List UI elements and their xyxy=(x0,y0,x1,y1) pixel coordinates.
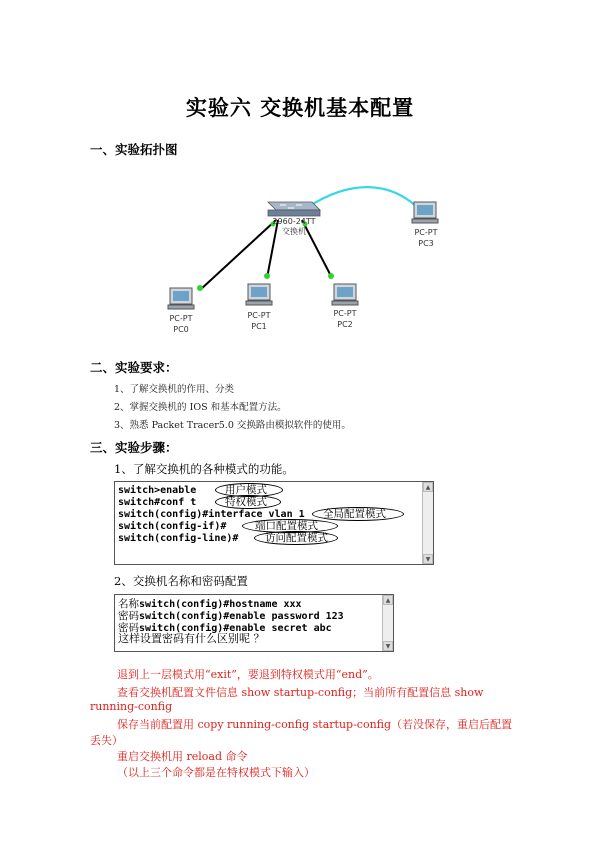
scroll-up-icon[interactable]: ▲ xyxy=(423,482,433,492)
line-cmd: switch(config)#enable secret abc xyxy=(139,623,332,634)
terminal-password xyxy=(114,594,394,652)
section-requirements-heading: 二、实验要求： xyxy=(90,360,178,375)
port-light xyxy=(328,273,334,279)
note-line: 重启交换机用 reload 命令 xyxy=(117,750,248,763)
link-switch-pc2 xyxy=(302,220,332,278)
pc2-type-label: PC-PT xyxy=(333,309,357,318)
note-oval xyxy=(312,507,404,521)
terminal-scrollbar[interactable] xyxy=(382,595,393,651)
terminal-note: 用户模式 xyxy=(225,484,267,496)
switch-type-label: 2960-24TT xyxy=(272,217,316,226)
note-line: 退到上一层模式用“exit”，要退到特权模式用“end”。 xyxy=(117,668,379,681)
note-line: 丢失） xyxy=(90,734,123,747)
section-steps-heading: 三、实验步骤： xyxy=(90,440,178,455)
port-light xyxy=(197,285,203,291)
terminal-note: 端口配置模式 xyxy=(255,520,318,532)
switch-name-label: 交换机 xyxy=(282,227,306,236)
pc-icon xyxy=(246,284,272,305)
pc3-name-label: PC3 xyxy=(418,239,434,248)
terminal-line: switch#conf t xyxy=(118,497,197,508)
pc-icon xyxy=(168,288,194,309)
terminal-modes xyxy=(114,481,434,565)
pc3-type-label: PC-PT xyxy=(414,228,438,237)
terminal-line: switch(config-line)# xyxy=(118,533,239,544)
note-line: 保存当前配置用 copy running-config startup-config（若没保存，重启后配置 xyxy=(117,718,513,731)
pc2-name-label: PC2 xyxy=(337,320,353,329)
scroll-down-icon[interactable]: ▼ xyxy=(423,554,433,564)
terminal-scrollbar[interactable] xyxy=(422,482,433,564)
scroll-up-icon[interactable]: ▲ xyxy=(383,595,393,605)
terminal-line: 这样设置密码有什么区别呢 ？ xyxy=(118,632,265,645)
port-light xyxy=(264,273,270,279)
terminal-note: 访问配置模式 xyxy=(265,532,328,544)
pc-icon xyxy=(332,284,358,305)
pc-icon xyxy=(412,202,438,223)
line-prefix: 名称 xyxy=(118,598,139,610)
line-cmd: switch(config)#hostname xxx xyxy=(139,599,302,610)
topology-diagram xyxy=(150,180,470,345)
requirement-item: 3、熟悉 Packet Tracer5.0 交换路由模拟软件的使用。 xyxy=(114,420,351,431)
page-title: 实验六 交换机基本配置 xyxy=(185,95,415,120)
note-oval xyxy=(215,495,281,509)
note-oval xyxy=(254,531,338,545)
note-line: （以上三个命令都是在特权模式下输入） xyxy=(117,766,315,779)
pc1-name-label: PC1 xyxy=(251,322,267,331)
terminal-line: switch>enable xyxy=(118,485,197,496)
switch-icon xyxy=(268,202,320,216)
requirement-item: 2、掌握交换机的 IOS 和基本配置方法。 xyxy=(114,402,287,413)
pc0-name-label: PC0 xyxy=(173,325,189,334)
line-cmd: switch(config)#enable password 123 xyxy=(139,611,344,622)
note-line: 查看交换机配置文件信息 show startup-config；当前所有配置信息 show xyxy=(117,686,484,699)
step1-label: 1、了解交换机的各种模式的功能。 xyxy=(114,462,294,476)
requirement-item: 1、了解交换机的作用、分类 xyxy=(114,384,235,395)
terminal-note: 特权模式 xyxy=(225,496,267,508)
pc1-type-label: PC-PT xyxy=(247,311,271,320)
step2-label: 2、交换机名称和密码配置 xyxy=(114,574,248,588)
section-topology-heading: 一、实验拓扑图 xyxy=(90,142,178,157)
terminal-line: switch(config)#interface vlan 1 xyxy=(118,509,305,520)
link-switch-pc3 xyxy=(308,187,420,210)
scroll-down-icon[interactable]: ▼ xyxy=(383,641,393,651)
link-switch-pc0 xyxy=(200,220,276,290)
line-prefix: 密码 xyxy=(118,610,139,622)
note-line: running-config xyxy=(90,700,173,713)
pc0-type-label: PC-PT xyxy=(169,314,193,323)
link-switch-pc1 xyxy=(267,220,278,278)
terminal-note: 全局配置模式 xyxy=(323,508,386,520)
terminal-line: switch(config-if)# xyxy=(118,521,227,532)
line-prefix: 密码 xyxy=(118,622,139,634)
